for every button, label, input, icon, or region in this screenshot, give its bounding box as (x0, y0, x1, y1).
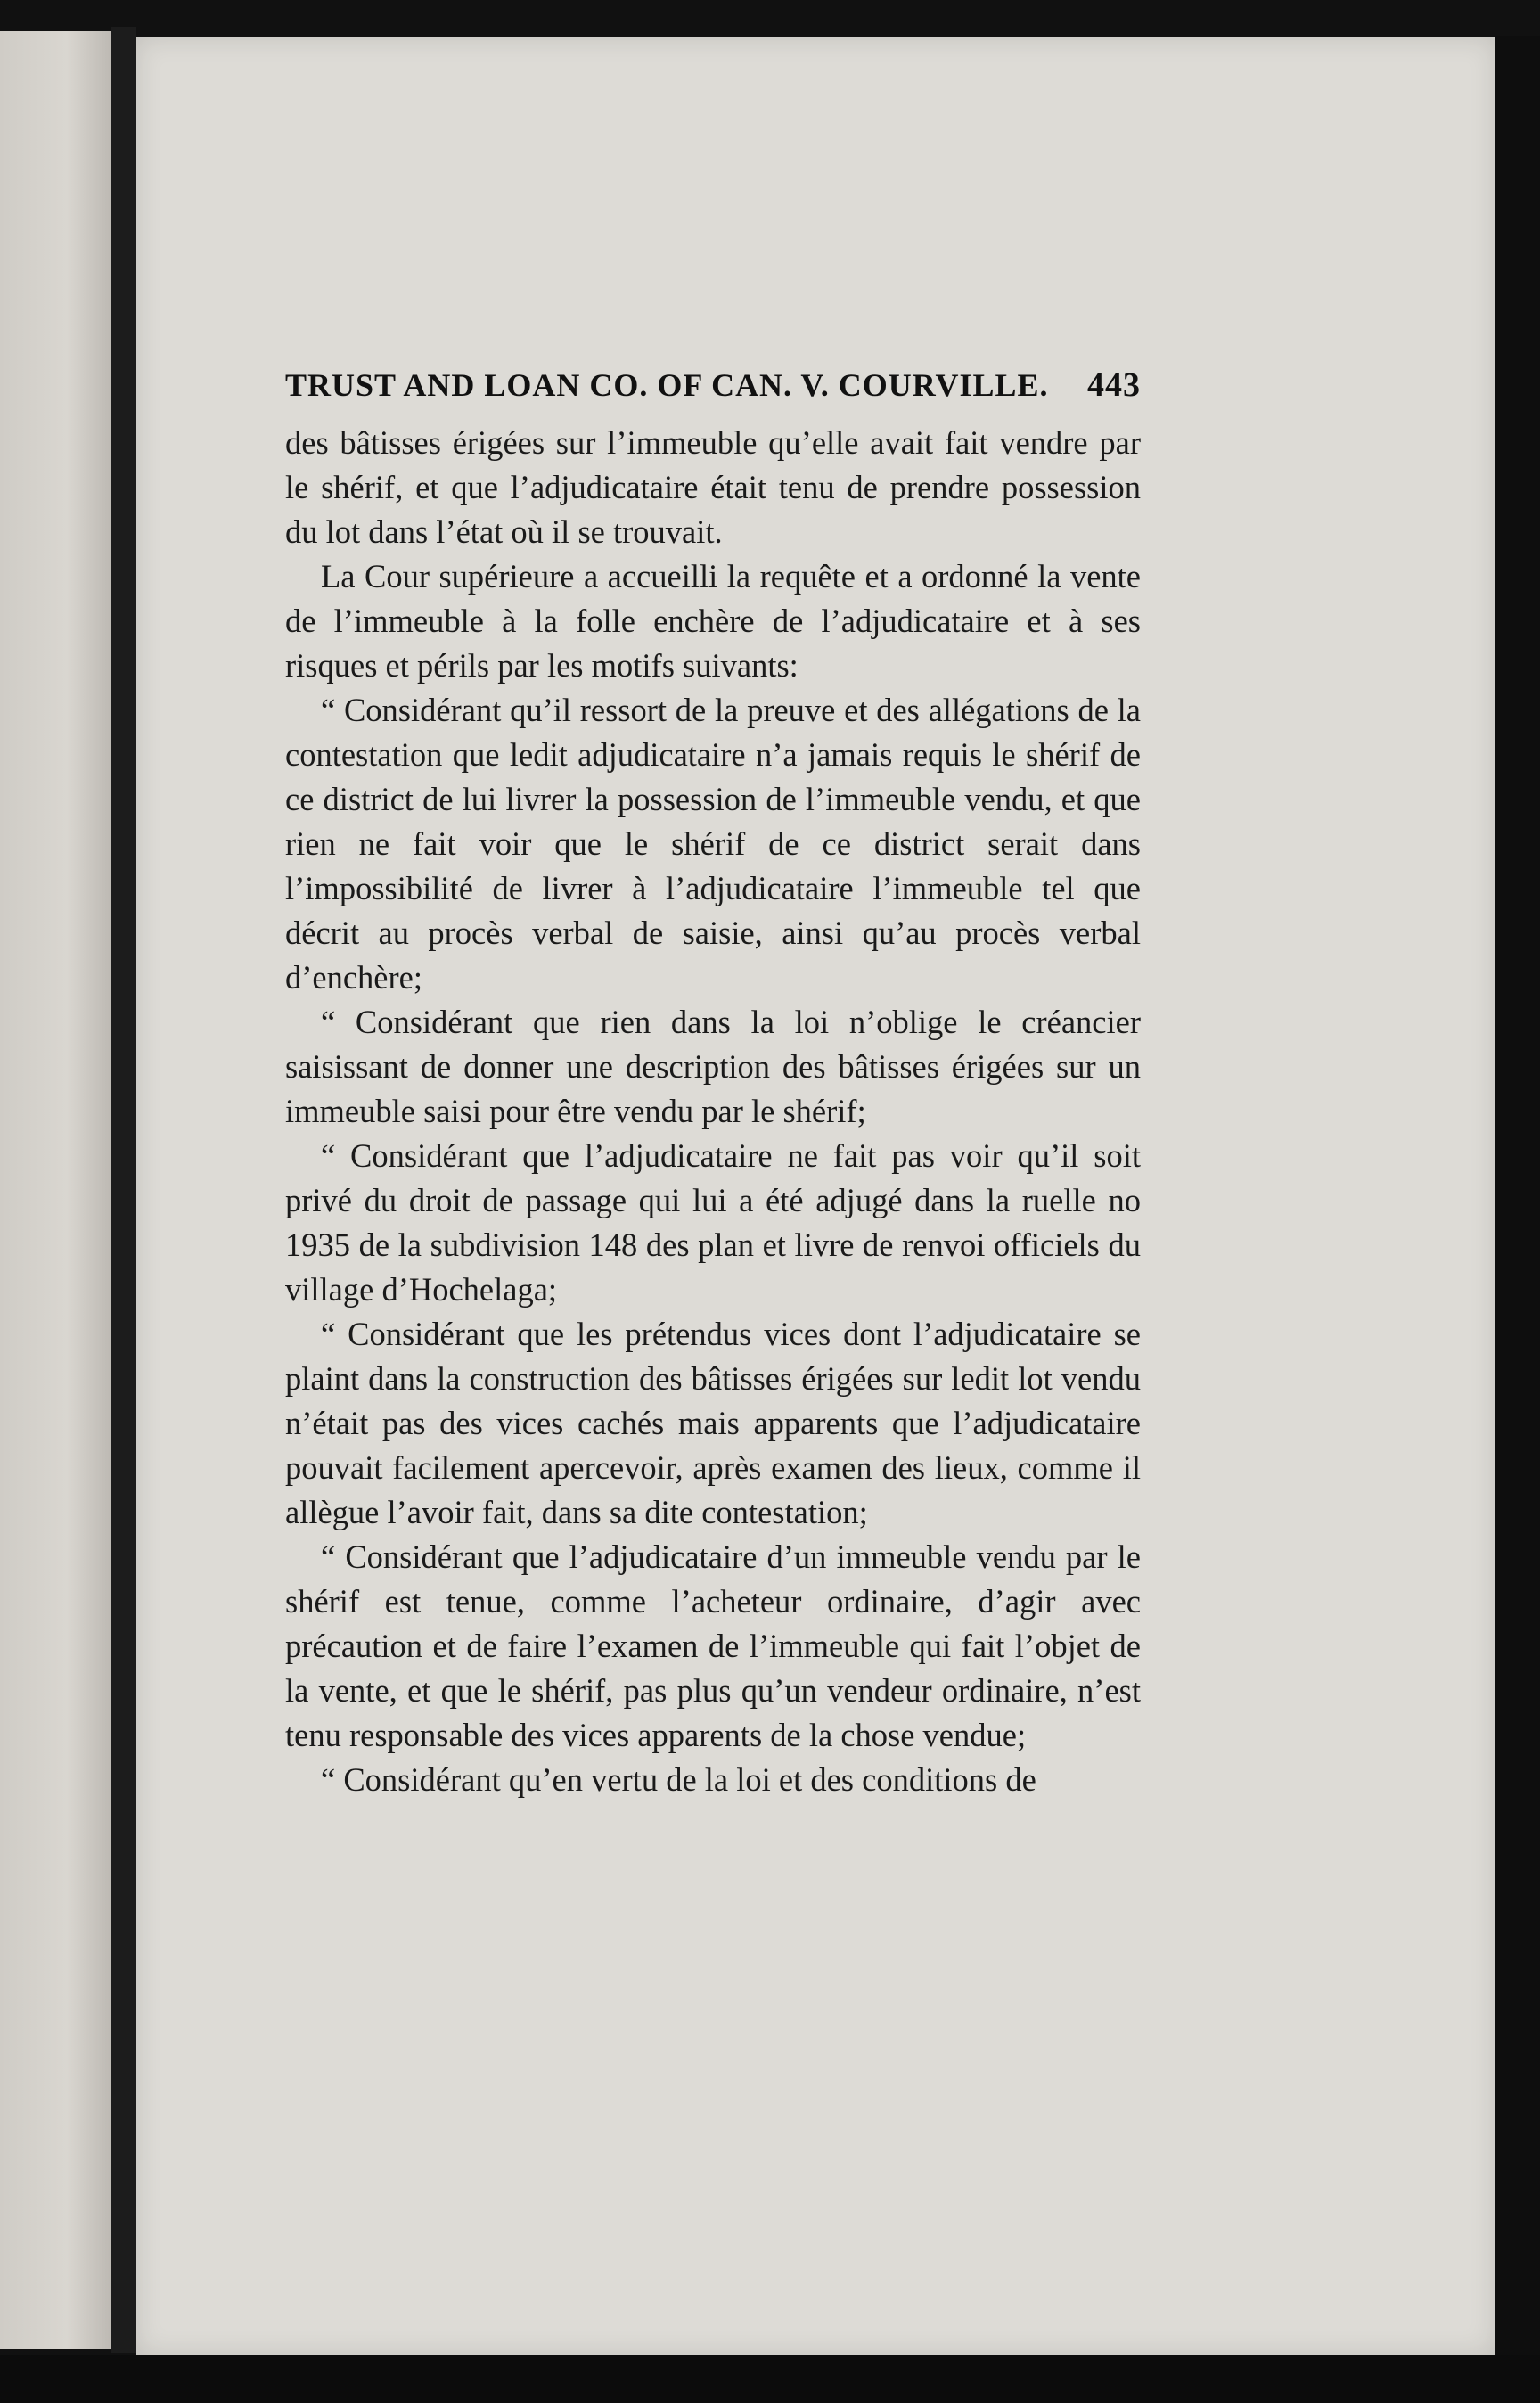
paragraph-considerant-2: “ Considérant que rien dans la loi n’oblige le créancier saisissant de donner une description des bâtisses érigées sur un immeuble saisi pour être vendu par le shérif; (285, 1004, 1141, 1129)
paragraph-considerant-3: “ Considérant que l’adjudicataire ne fait pas voir qu’il soit privé du droit de passage qui lui a été adjugé dans la ruelle no 1935 de la subdivision 148 des plan et livre de renvoi officiels du village d’Hochelaga; (285, 1137, 1141, 1308)
paragraph-considerant-1: “ Considérant qu’il ressort de la preuve et des allégations de la contestation que ledit adjudicataire n’a jamais requis le shérif de ce district de lui livrer la possession de l’immeuble vendu, et que rien ne fait voir que le shérif de ce district serait dans l’impossibilité de livrer à l’adjudicataire l’immeuble tel que décrit au procès verbal de saisie, ainsi qu’au procès verbal d’enchère; (285, 692, 1141, 996)
paragraph-considerant-4: “ Considérant que les prétendus vices dont l’adjudicataire se plaint dans la construction des bâtisses érigées sur ledit lot vendu n’était pas des vices cachés mais apparents que l’adjudicataire pouvait facilement apercevoir, après examen des lieux, comme il allègue l’avoir fait, dans sa dite contestation; (285, 1316, 1141, 1530)
running-head-title: TRUST AND LOAN CO. OF CAN. V. COURVILLE. (285, 367, 1049, 403)
paragraph-considerant-5: “ Considérant que l’adjudicataire d’un immeuble vendu par le shérif est tenue, comme l’acheteur ordinaire, d’agir avec précaution et de faire l’examen de l’immeuble qui fait l’objet de la vente, et que le shérif, pas plus qu’un vendeur ordinaire, n’est tenu responsable des vices apparents de la chose vendue; (285, 1538, 1141, 1753)
scan-border-right (1495, 36, 1540, 2362)
paragraph-continuation: des bâtisses érigées sur l’immeuble qu’elle avait fait vendre par le shérif, et que l’adjudicataire était tenu de prendre possession du lot dans l’état où il se trouvait. (285, 424, 1141, 550)
facing-page-edge (0, 31, 111, 2349)
scan-border-bottom (0, 2355, 1540, 2403)
running-head (285, 365, 1141, 405)
paragraph-court-ruling: La Cour supérieure a accueilli la requête et a ordonné la vente de l’immeuble à la folle enchère de l’adjudicataire et à ses risques et périls par les motifs suivants: (285, 558, 1141, 684)
paragraph-considerant-6: “ Considérant qu’en vertu de la loi et des conditions de (321, 1761, 1036, 1798)
page-text-block (285, 365, 1141, 1802)
page-number: 443 (1087, 366, 1141, 404)
book-gutter (111, 27, 136, 2353)
